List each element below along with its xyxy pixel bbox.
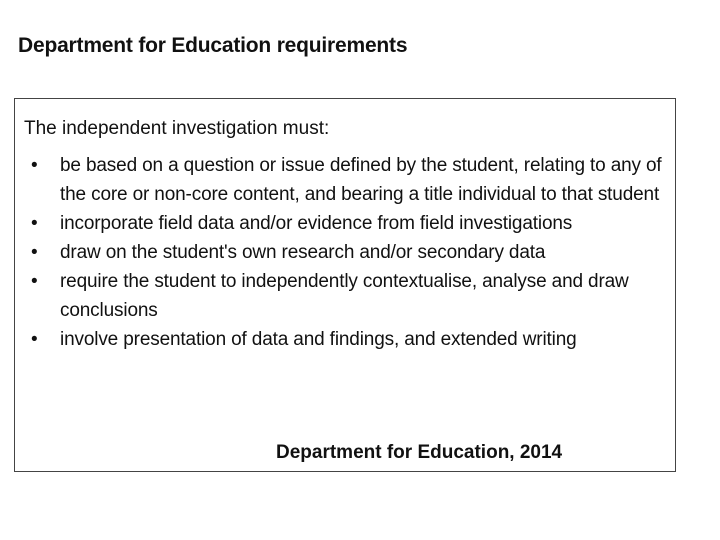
list-item bbox=[15, 151, 677, 209]
list-item-text: require the student to independently contextualise, analyse and draw conclusions bbox=[60, 271, 629, 321]
list-item bbox=[15, 267, 677, 325]
list-item bbox=[15, 238, 677, 267]
source-attribution: Department for Education, 2014 bbox=[276, 442, 563, 463]
bullet-icon: • bbox=[31, 242, 38, 263]
requirements-list bbox=[15, 151, 677, 354]
list-item bbox=[15, 209, 677, 238]
list-item-text: incorporate field data and/or evidence from field investigations bbox=[60, 213, 573, 234]
page-title: Department for Education requirements bbox=[18, 34, 408, 57]
bullet-icon: • bbox=[31, 329, 38, 350]
list-item-text: be based on a question or issue defined by the student, relating to any of the core or non-core content, and bearing a title individual to that student bbox=[60, 155, 662, 205]
list-item-text: involve presentation of data and findings, and extended writing bbox=[60, 329, 577, 350]
bullet-icon: • bbox=[31, 213, 38, 234]
bullet-icon: • bbox=[31, 271, 38, 292]
bullet-icon: • bbox=[31, 155, 38, 176]
intro-text: The independent investigation must: bbox=[24, 118, 330, 139]
requirements-box bbox=[14, 98, 676, 472]
list-item-text: draw on the student's own research and/or secondary data bbox=[60, 242, 546, 263]
list-item bbox=[15, 325, 677, 354]
